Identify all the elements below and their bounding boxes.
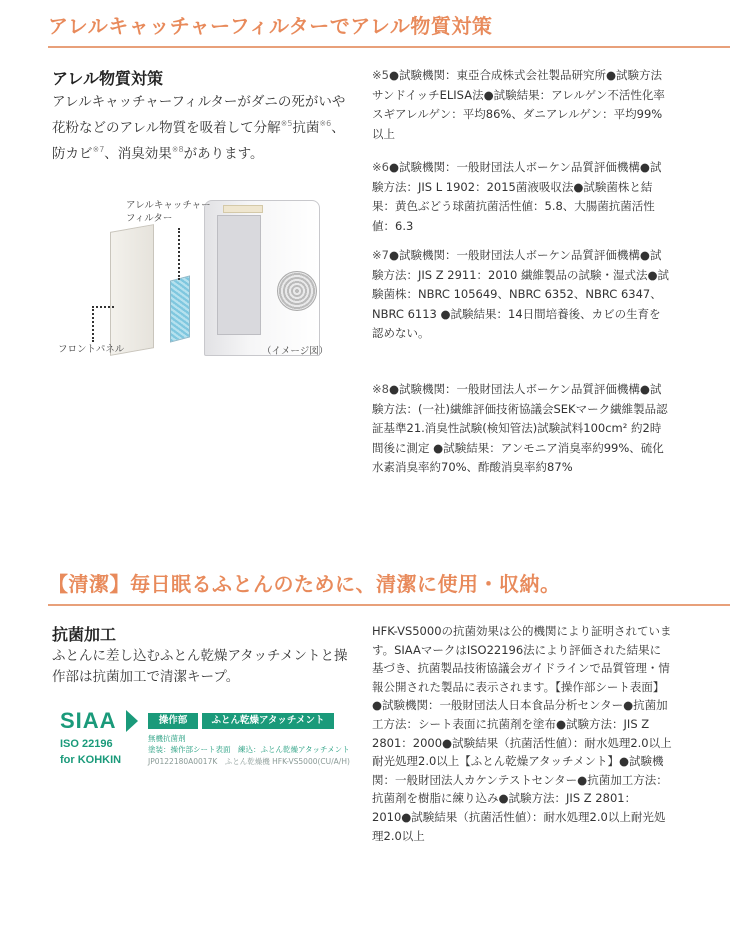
siaa-arrow-icon [126, 710, 138, 732]
dryer-unit-image [204, 200, 320, 356]
footnote-8-num: ※8 [372, 382, 389, 396]
filter-label-line1: アレルキャッチャー [126, 200, 211, 211]
siaa-agent-line: 無機抗菌剤 [148, 734, 186, 743]
footnote-6-num: ※6 [372, 160, 389, 174]
footnote-ref-5: ※5 [280, 119, 293, 128]
footnote-5-num: ※5 [372, 68, 389, 82]
heading-allergen: アレル物質対策 [52, 69, 163, 88]
footnote-ref-7: ※7 [92, 145, 105, 154]
footnote-8-text: ●試験機関：一般財団法人ボーケン品質評価機構●試験方法：(一社)繊維評価技術協議会SEKマーク繊維製品認証基準21.消臭性試験(検知管法)試験試料100cm² 約2時間後に測定 ●試験結果：アンモニア消臭率約99%、硫化水素消臭率約70%、酢酸消臭率約87% [372, 382, 668, 474]
siaa-method-line: 塗装：操作部シート表面 練込：ふとん乾燥アタッチメント [148, 745, 350, 754]
footnote-6 [372, 158, 672, 236]
antibacterial-description: ふとんに差し込むふとん乾燥アタッチメントと操作部は抗菌加工で清潔キープ。 [52, 648, 348, 685]
heading-antibacterial: 抗菌加工 [52, 625, 117, 644]
image-note: （イメージ図） [262, 346, 329, 357]
allergen-text-1: アレルキャッチャーフィルターがダニの死がいや花粉などのアレル物質を吸着して分解 [52, 94, 346, 136]
control-panel-image [223, 205, 263, 213]
front-panel-image [110, 224, 154, 356]
section-title-clean: 【清潔】毎日眠るふとんのために、清潔に使用・収納。 [48, 572, 561, 596]
filter-label-line2: フィルター [126, 213, 173, 224]
footnote-6-text: ●試験機関：一般財団法人ボーケン品質評価機構●試験方法：JIS L 1902：2015菌液吸収法●試験菌株と結果：黄色ぶどう球菌抗菌活性値：5.8、大腸菌抗菌活性値：6.3 [372, 160, 662, 233]
tag-control-panel: 操作部 [148, 713, 198, 729]
section-divider [48, 46, 730, 48]
footnote-7 [372, 246, 672, 344]
antibacterial-certification-note: HFK-VS5000の抗菌効果は公的機関により証明されています。SIAAマークはISO22196法により評価された結果に基づき、抗菌製品技術協議会ガイドラインで品質管理・情報公開された製品に表示されます。【操作部シート表面】●試験機関：一般財団法人日本食品分析センター●抗菌加工方法：シート表面に抗菌剤を塗布●試験方法：JIS Z 2801：2000●試験結果（抗菌活性値）：耐水処理2.0以上耐光処理2.0以上【ふとん乾燥アタッチメント】●試験機関：一般財団法人カケンテストセンター●抗菌加工方法：抗菌剤を樹脂に練り込み●試験方法：JIS Z 2801：2010●試験結果（抗菌活性値）：耐水処理2.0以上耐光処理2.0以上 [372, 624, 672, 843]
footnote-5-text: ●試験機関：東亞合成株式会社製品研究所●試験方法サンドイッチELISA法●試験結果：アレルゲン不活性化率スギアレルゲン：平均86%、ダニアレルゲン：平均99%以上 [372, 68, 665, 141]
siaa-iso-label: ISO 22196 [60, 738, 113, 750]
footnote-ref-6: ※6 [319, 119, 332, 128]
allergen-text-5: があります。 [183, 146, 264, 162]
tag-futon-attachment: ふとん乾燥アタッチメント [202, 713, 334, 729]
section-divider-2 [48, 604, 730, 606]
siaa-registration-line: JP0122180A0017K ふとん乾燥機 HFK-VS5000(CU/A/H) [148, 757, 350, 766]
filter-leader-line [178, 228, 180, 280]
footnote-5 [372, 66, 672, 144]
footnote-7-text: ●試験機関：一般財団法人ボーケン品質評価機構●試験方法：JIS Z 2911：2010 繊維製品の試験・湿式法●試験菌株：NBRC 105649、NBRC 6352、NBRC 6347、NBRC 6113 ●試験結果：14日間培養後、カビの生育を認めない。 [372, 248, 669, 340]
footnote-ref-8: ※8 [171, 145, 184, 154]
footnote-7-num: ※7 [372, 248, 389, 262]
section-title-allergen: アレルキャッチャーフィルターでアレル物質対策 [48, 14, 493, 38]
allergen-text-3: 、防カビ [52, 120, 345, 162]
panel-leader-line-v [92, 306, 94, 342]
unit-inner-image [217, 215, 261, 335]
allergen-text-4: 、消臭効果 [104, 146, 172, 162]
fan-grille-image [277, 271, 317, 311]
front-panel-label: フロントパネル [58, 344, 125, 355]
product-illustration [52, 196, 342, 366]
allergen-text-2: 抗菌 [292, 120, 320, 136]
footnote-8 [372, 380, 672, 478]
siaa-logo-text: SIAA [60, 708, 117, 733]
allergen-description [52, 92, 352, 165]
panel-leader-line-h [92, 306, 114, 308]
allergen-filter-image [170, 275, 190, 342]
siaa-kohkin-label: for KOHKIN [60, 754, 122, 766]
siaa-logo [60, 708, 132, 768]
